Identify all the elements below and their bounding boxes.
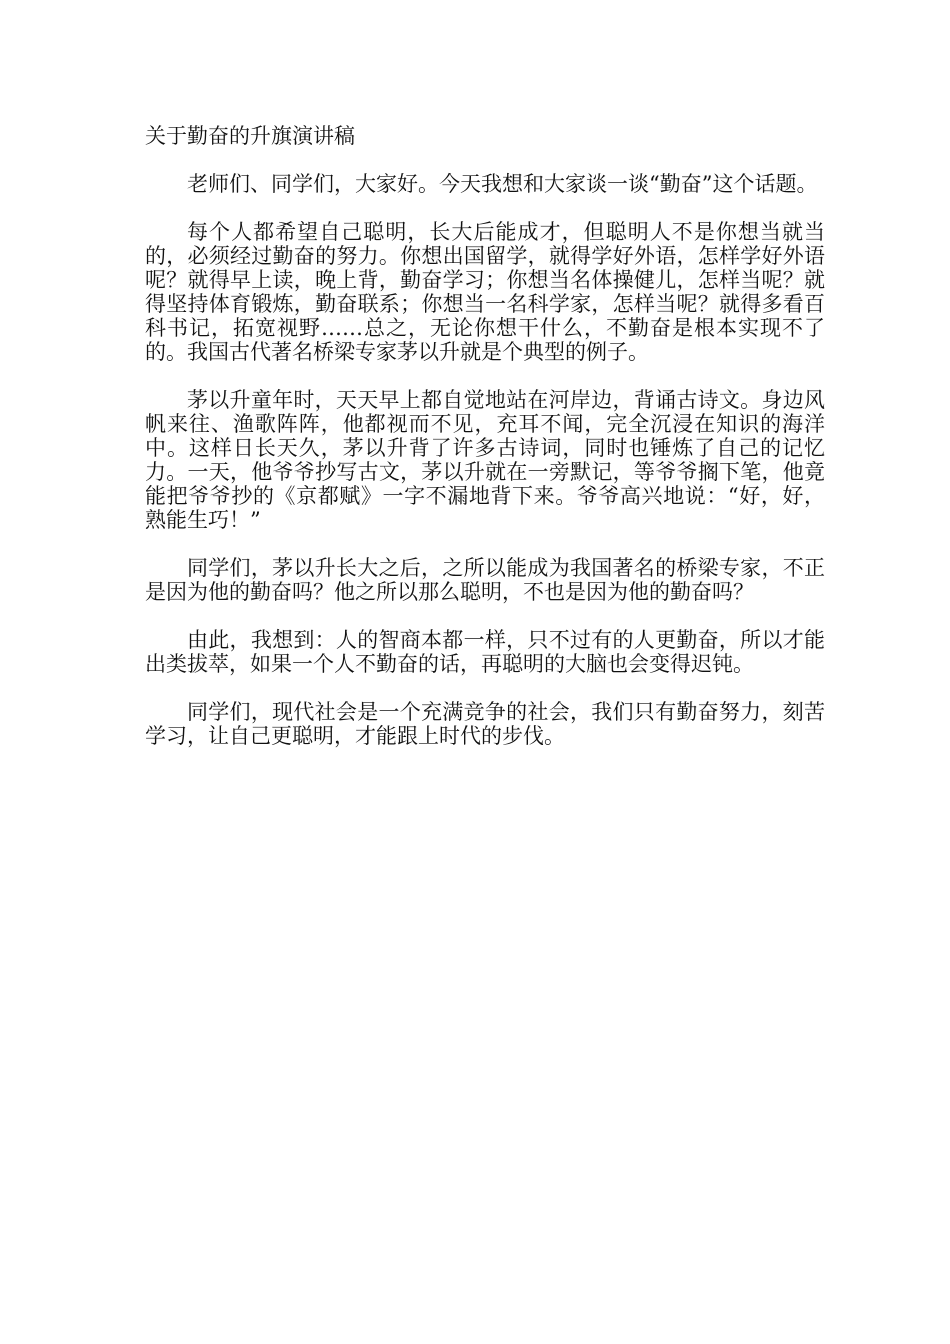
- document-body: [145, 124, 825, 772]
- paragraph-conclusion-intelligence: 由此，我想到：人的智商本都一样，只不过有的人更勤奋，所以才能出类拔萃，如果一个人不勤奋的话，再聪明的大脑也会变得迟钝。: [145, 628, 825, 676]
- paragraph-rhetorical-questions: 同学们，茅以升长大之后，之所以能成为我国著名的桥梁专家，不正是因为他的勤奋吗？他之所以那么聪明，不也是因为他的勤奋吗？: [145, 556, 825, 604]
- document-title: 关于勤奋的升旗演讲稿: [145, 124, 355, 148]
- paragraph-closing: 同学们，现代社会是一个充满竞争的社会，我们只有勤奋努力，刻苦学习，让自己更聪明，才能跟上时代的步伐。: [145, 700, 825, 748]
- paragraph-mao-yisheng-story: 茅以升童年时，天天早上都自觉地站在河岸边，背诵古诗文。身边风帆来往、渔歌阵阵，他都视而不见，充耳不闻，完全沉浸在知识的海洋中。这样日长天久，茅以升背了许多古诗词，同时也锤炼了自己的记忆力。一天，他爷爷抄写古文，茅以升就在一旁默记，等爷爷搁下笔，他竟能把爷爷抄的《京都赋》一字不漏地背下来。爷爷高兴地说：“好，好，熟能生巧！”: [145, 388, 825, 532]
- paragraph-greeting: 老师们、同学们，大家好。今天我想和大家谈一谈“勤奋”这个话题。: [187, 172, 818, 196]
- paragraph-diligence-examples: 每个人都希望自己聪明，长大后能成才，但聪明人不是你想当就当的，必须经过勤奋的努力。你想出国留学，就得学好外语，怎样学好外语呢？就得早上读，晚上背，勤奋学习；你想当名体操健儿，怎样当呢？就得坚持体育锻炼，勤奋联系；你想当一名科学家，怎样当呢？就得多看百科书记，拓宽视野……总之，无论你想干什么，不勤奋是根本实现不了的。我国古代著名桥梁专家茅以升就是个典型的例子。: [145, 220, 825, 364]
